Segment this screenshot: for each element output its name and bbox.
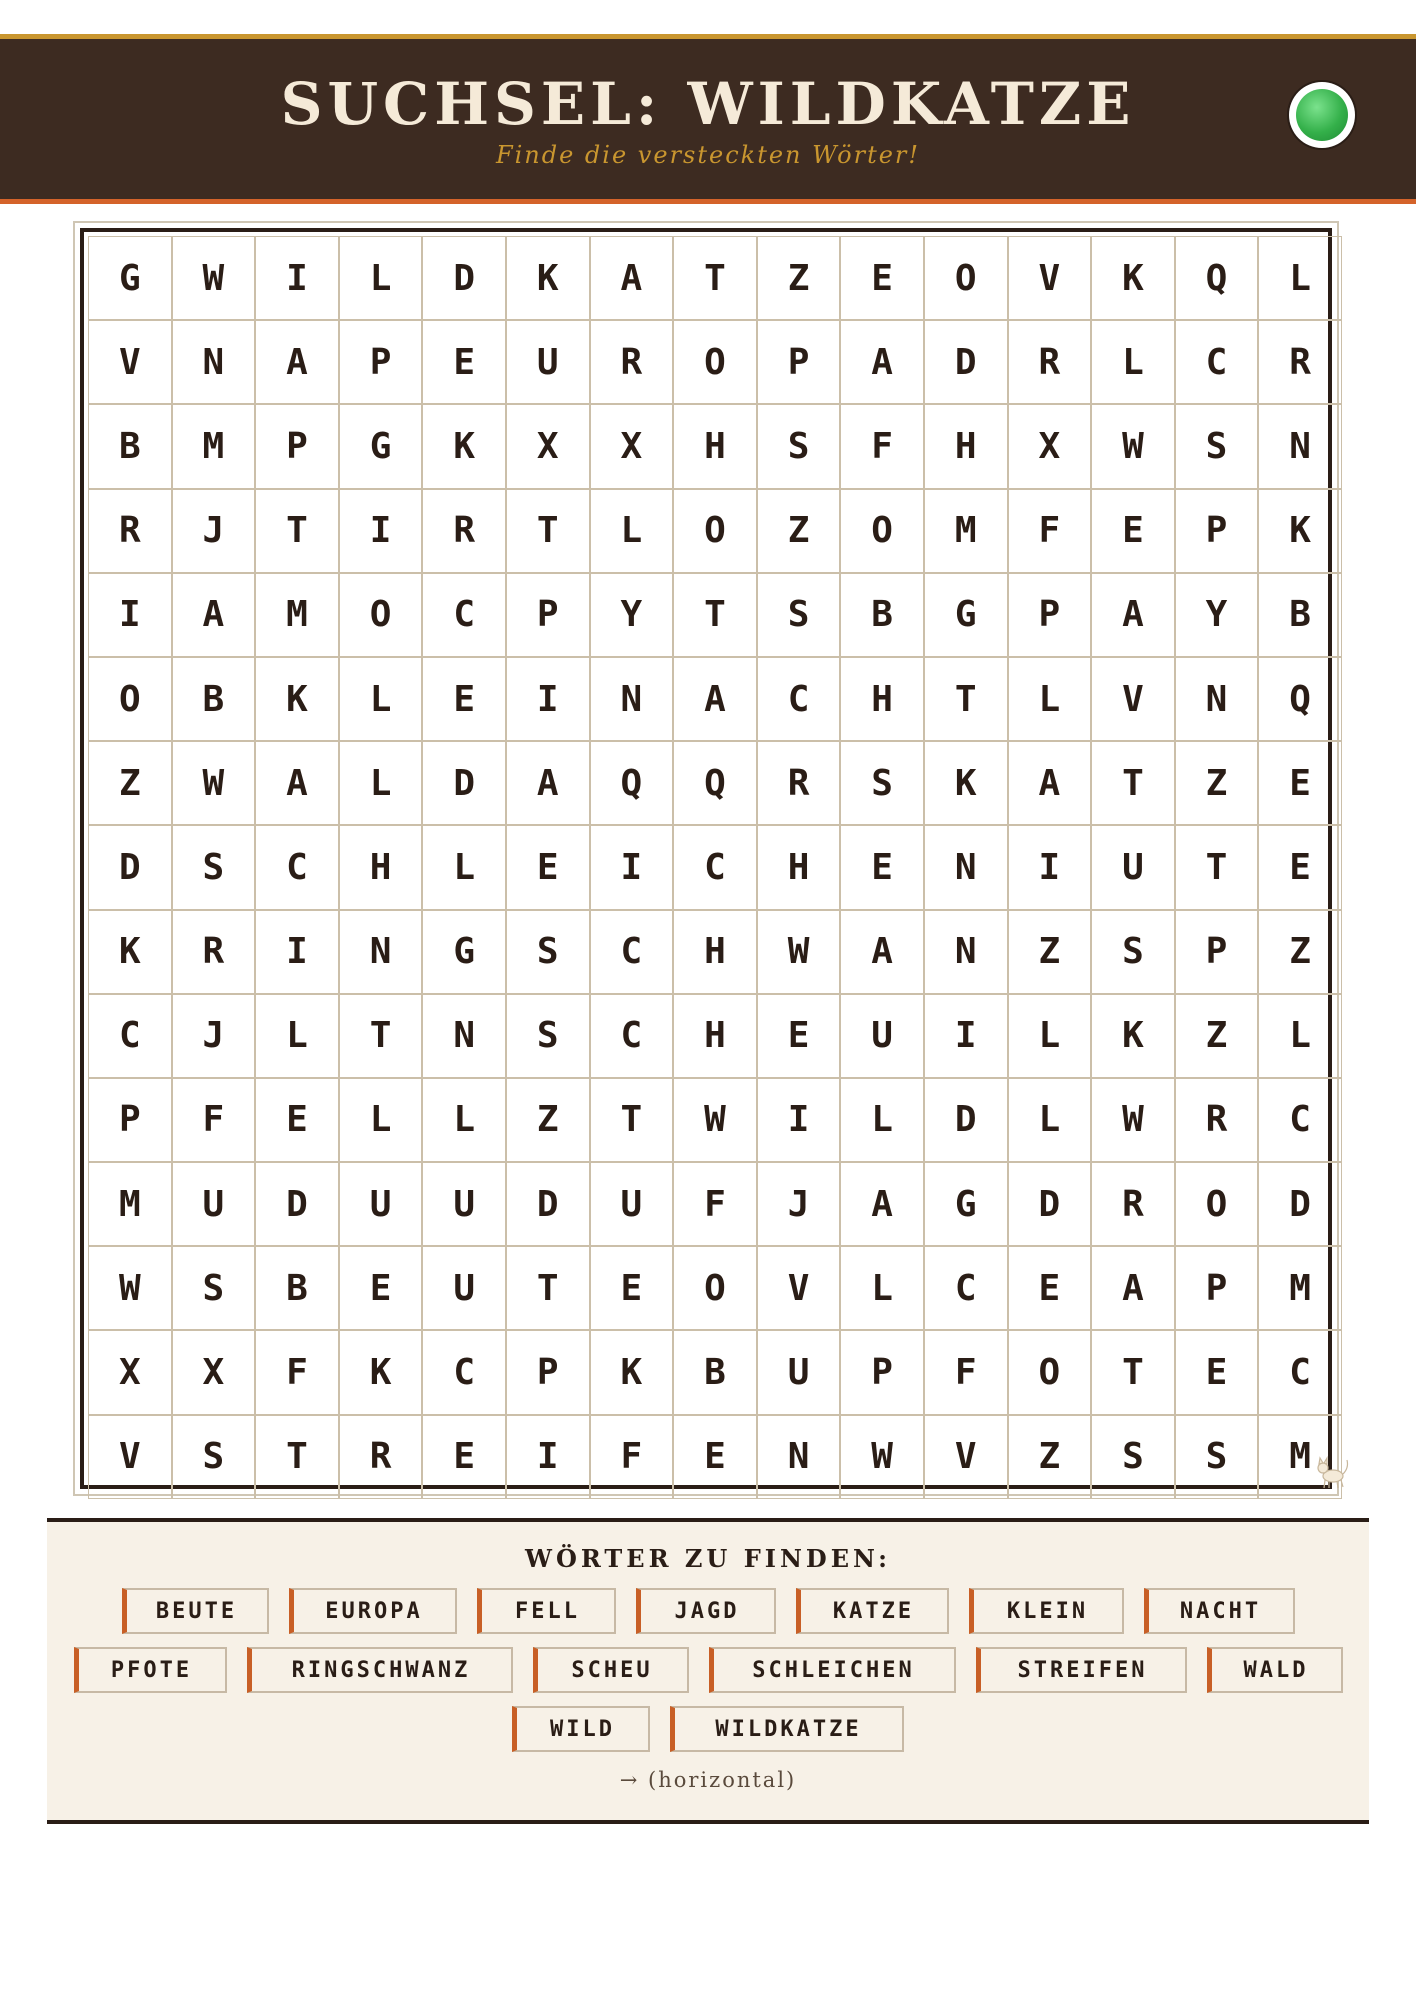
grid-cell[interactable]: Z xyxy=(88,741,172,825)
grid-cell[interactable]: S xyxy=(1091,910,1175,994)
grid-cell[interactable]: H xyxy=(840,657,924,741)
grid-cell[interactable]: P xyxy=(1175,1246,1259,1330)
grid-cell[interactable]: T xyxy=(339,994,423,1078)
grid-cell[interactable]: Z xyxy=(757,489,841,573)
grid-cell[interactable]: K xyxy=(422,404,506,488)
grid-cell[interactable]: A xyxy=(1008,741,1092,825)
grid-cell[interactable]: S xyxy=(172,825,256,909)
grid-cell[interactable]: C xyxy=(255,825,339,909)
word-chip: WALD xyxy=(1207,1647,1343,1693)
word-chip: NACHT xyxy=(1144,1588,1295,1634)
grid-cell[interactable]: L xyxy=(255,994,339,1078)
grid-cell[interactable]: Z xyxy=(1008,910,1092,994)
letter-grid xyxy=(88,236,1342,1499)
grid-cell[interactable]: B xyxy=(1258,573,1342,657)
grid-cell[interactable]: M xyxy=(1258,1246,1342,1330)
grid-cell[interactable]: K xyxy=(1258,489,1342,573)
grid-cell[interactable]: L xyxy=(1091,320,1175,404)
grid-cell[interactable]: Q xyxy=(1175,236,1259,320)
grid-cell[interactable]: O xyxy=(88,657,172,741)
grid-cell[interactable]: A xyxy=(172,573,256,657)
grid-cell[interactable]: L xyxy=(840,1078,924,1162)
grid-cell[interactable]: H xyxy=(673,994,757,1078)
grid-cell[interactable]: U xyxy=(590,1162,674,1246)
word-chip: SCHLEICHEN xyxy=(709,1647,956,1693)
grid-cell[interactable]: I xyxy=(506,657,590,741)
puzzle-frame xyxy=(80,228,1332,1489)
word-list-row xyxy=(47,1706,1369,1754)
grid-cell[interactable]: O xyxy=(673,1246,757,1330)
grid-cell[interactable]: T xyxy=(924,657,1008,741)
grid-cell[interactable]: O xyxy=(1008,1330,1092,1414)
grid-cell[interactable]: E xyxy=(673,1415,757,1499)
grid-cell[interactable]: L xyxy=(1008,1078,1092,1162)
grid-cell[interactable]: L xyxy=(1258,236,1342,320)
grid-cell[interactable]: L xyxy=(1258,994,1342,1078)
grid-cell[interactable]: W xyxy=(172,236,256,320)
grid-cell[interactable]: Q xyxy=(590,741,674,825)
word-list xyxy=(47,1588,1369,1765)
grid-cell[interactable]: Y xyxy=(590,573,674,657)
grid-cell[interactable]: D xyxy=(422,236,506,320)
grid-cell[interactable]: P xyxy=(88,1078,172,1162)
grid-cell[interactable]: L xyxy=(339,1078,423,1162)
grid-cell[interactable]: V xyxy=(88,320,172,404)
grid-cell[interactable]: A xyxy=(840,320,924,404)
grid-cell[interactable]: S xyxy=(1091,1415,1175,1499)
grid-cell[interactable]: E xyxy=(590,1246,674,1330)
grid-cell[interactable]: E xyxy=(422,657,506,741)
grid-cell[interactable]: J xyxy=(172,994,256,1078)
grid-cell[interactable]: K xyxy=(924,741,1008,825)
grid-cell[interactable]: D xyxy=(422,741,506,825)
grid-cell[interactable]: S xyxy=(172,1415,256,1499)
grid-cell[interactable]: E xyxy=(422,320,506,404)
grid-cell[interactable]: T xyxy=(673,236,757,320)
grid-cell[interactable]: D xyxy=(255,1162,339,1246)
grid-cell[interactable]: P xyxy=(255,404,339,488)
grid-cell[interactable]: U xyxy=(757,1330,841,1414)
grid-cell[interactable]: N xyxy=(172,320,256,404)
word-chip: EUROPA xyxy=(289,1588,457,1634)
word-chip: RINGSCHWANZ xyxy=(247,1647,513,1693)
grid-cell[interactable]: X xyxy=(590,404,674,488)
grid-cell[interactable]: D xyxy=(1258,1162,1342,1246)
grid-cell[interactable]: L xyxy=(422,825,506,909)
grid-cell[interactable]: M xyxy=(88,1162,172,1246)
grid-cell[interactable]: S xyxy=(1175,404,1259,488)
grid-cell[interactable]: P xyxy=(506,573,590,657)
grid-cell[interactable]: W xyxy=(172,741,256,825)
grid-cell[interactable]: A xyxy=(673,657,757,741)
grid-cell[interactable]: H xyxy=(339,825,423,909)
grid-cell[interactable]: F xyxy=(924,1330,1008,1414)
grid-cell[interactable]: C xyxy=(422,1330,506,1414)
grid-cell[interactable]: O xyxy=(673,489,757,573)
grid-cell[interactable]: O xyxy=(924,236,1008,320)
grid-cell[interactable]: S xyxy=(172,1246,256,1330)
grid-cell[interactable]: D xyxy=(924,1078,1008,1162)
grid-cell[interactable]: T xyxy=(506,1246,590,1330)
grid-cell[interactable]: S xyxy=(757,573,841,657)
grid-cell[interactable]: T xyxy=(1175,825,1259,909)
grid-cell[interactable]: F xyxy=(840,404,924,488)
grid-cell[interactable]: E xyxy=(1258,741,1342,825)
grid-cell[interactable]: U xyxy=(840,994,924,1078)
grid-cell[interactable]: G xyxy=(924,573,1008,657)
grid-cell[interactable]: S xyxy=(506,994,590,1078)
grid-cell[interactable]: C xyxy=(590,994,674,1078)
grid-cell[interactable]: I xyxy=(590,825,674,909)
grid-cell[interactable]: X xyxy=(1008,404,1092,488)
grid-cell[interactable]: I xyxy=(757,1078,841,1162)
grid-cell[interactable]: K xyxy=(506,236,590,320)
grid-cell[interactable]: Z xyxy=(506,1078,590,1162)
grid-cell[interactable]: A xyxy=(840,910,924,994)
grid-cell[interactable]: E xyxy=(255,1078,339,1162)
grid-cell[interactable]: A xyxy=(506,741,590,825)
grid-cell[interactable]: I xyxy=(339,489,423,573)
grid-cell[interactable]: N xyxy=(422,994,506,1078)
grid-cell[interactable]: B xyxy=(840,573,924,657)
grid-cell[interactable]: E xyxy=(506,825,590,909)
grid-cell[interactable]: P xyxy=(506,1330,590,1414)
grid-cell[interactable]: R xyxy=(757,741,841,825)
grid-cell[interactable]: U xyxy=(172,1162,256,1246)
grid-cell[interactable]: R xyxy=(172,910,256,994)
grid-cell[interactable]: U xyxy=(339,1162,423,1246)
word-chip: FELL xyxy=(477,1588,616,1634)
grid-cell[interactable]: K xyxy=(339,1330,423,1414)
grid-cell[interactable]: Y xyxy=(1175,573,1259,657)
grid-cell[interactable]: C xyxy=(1258,1078,1342,1162)
grid-cell[interactable]: C xyxy=(422,573,506,657)
grid-cell[interactable]: B xyxy=(172,657,256,741)
grid-cell[interactable]: H xyxy=(673,404,757,488)
grid-cell[interactable]: P xyxy=(1175,489,1259,573)
grid-cell[interactable]: U xyxy=(506,320,590,404)
grid-cell[interactable]: F xyxy=(172,1078,256,1162)
grid-cell[interactable]: Z xyxy=(1008,1415,1092,1499)
grid-cell[interactable]: B xyxy=(255,1246,339,1330)
grid-cell[interactable]: R xyxy=(590,320,674,404)
grid-cell[interactable]: K xyxy=(1091,236,1175,320)
grid-cell[interactable]: V xyxy=(924,1415,1008,1499)
grid-cell[interactable]: Q xyxy=(673,741,757,825)
grid-cell[interactable]: L xyxy=(840,1246,924,1330)
grid-cell[interactable]: R xyxy=(1175,1078,1259,1162)
grid-cell[interactable]: V xyxy=(1008,236,1092,320)
word-chip: KATZE xyxy=(796,1588,949,1634)
grid-cell[interactable]: I xyxy=(255,910,339,994)
grid-cell[interactable]: L xyxy=(1008,994,1092,1078)
grid-cell[interactable]: A xyxy=(840,1162,924,1246)
grid-cell[interactable]: I xyxy=(506,1415,590,1499)
grid-cell[interactable]: M xyxy=(924,489,1008,573)
grid-cell[interactable]: D xyxy=(506,1162,590,1246)
grid-cell[interactable]: C xyxy=(1175,320,1259,404)
grid-cell[interactable]: C xyxy=(924,1246,1008,1330)
grid-cell[interactable]: X xyxy=(88,1330,172,1414)
grid-cell[interactable]: D xyxy=(1008,1162,1092,1246)
grid-cell[interactable]: K xyxy=(255,657,339,741)
grid-cell[interactable]: D xyxy=(88,825,172,909)
grid-cell[interactable]: D xyxy=(924,320,1008,404)
grid-cell[interactable]: B xyxy=(673,1330,757,1414)
grid-cell[interactable]: R xyxy=(1091,1162,1175,1246)
grid-cell[interactable]: A xyxy=(255,741,339,825)
grid-cell[interactable]: U xyxy=(422,1162,506,1246)
grid-cell[interactable]: I xyxy=(255,236,339,320)
grid-cell[interactable]: R xyxy=(88,489,172,573)
grid-cell[interactable]: F xyxy=(255,1330,339,1414)
grid-cell[interactable]: J xyxy=(172,489,256,573)
grid-cell[interactable]: R xyxy=(422,489,506,573)
grid-cell[interactable]: T xyxy=(673,573,757,657)
grid-cell[interactable]: Z xyxy=(757,236,841,320)
grid-cell[interactable]: V xyxy=(88,1415,172,1499)
grid-cell[interactable]: G xyxy=(339,404,423,488)
grid-cell[interactable]: H xyxy=(673,910,757,994)
grid-cell[interactable]: W xyxy=(840,1415,924,1499)
grid-cell[interactable]: S xyxy=(1175,1415,1259,1499)
grid-cell[interactable]: W xyxy=(1091,404,1175,488)
word-list-panel xyxy=(47,1518,1369,1824)
grid-cell[interactable]: A xyxy=(590,236,674,320)
grid-cell[interactable]: E xyxy=(840,825,924,909)
grid-cell[interactable]: A xyxy=(255,320,339,404)
grid-cell[interactable]: F xyxy=(1008,489,1092,573)
grid-cell[interactable]: M xyxy=(1258,1415,1342,1499)
grid-cell[interactable]: O xyxy=(339,573,423,657)
grid-cell[interactable]: E xyxy=(339,1246,423,1330)
grid-cell[interactable]: E xyxy=(1008,1246,1092,1330)
grid-cell[interactable]: E xyxy=(1258,825,1342,909)
grid-cell[interactable]: T xyxy=(506,489,590,573)
grid-cell[interactable]: A xyxy=(1091,1246,1175,1330)
word-list-heading: WÖRTER ZU FINDEN: xyxy=(525,1544,891,1573)
grid-cell[interactable]: H xyxy=(924,404,1008,488)
grid-cell[interactable]: L xyxy=(590,489,674,573)
grid-cell[interactable]: K xyxy=(1091,994,1175,1078)
grid-cell[interactable]: N xyxy=(924,910,1008,994)
grid-cell[interactable]: R xyxy=(1008,320,1092,404)
grid-cell[interactable]: U xyxy=(1091,825,1175,909)
word-list-row xyxy=(47,1588,1369,1636)
grid-cell[interactable]: P xyxy=(1008,573,1092,657)
word-chip: PFOTE xyxy=(74,1647,227,1693)
grid-cell[interactable]: K xyxy=(590,1330,674,1414)
grid-cell[interactable]: E xyxy=(1175,1330,1259,1414)
grid-cell[interactable]: C xyxy=(590,910,674,994)
grid-cell[interactable]: A xyxy=(1091,573,1175,657)
grid-cell[interactable]: J xyxy=(757,1162,841,1246)
header-banner xyxy=(0,34,1416,204)
grid-cell[interactable]: U xyxy=(422,1246,506,1330)
grid-cell[interactable]: N xyxy=(757,1415,841,1499)
page-title: SUCHSEL: WILDKATZE xyxy=(280,70,1136,138)
grid-cell[interactable]: R xyxy=(339,1415,423,1499)
grid-cell[interactable]: Z xyxy=(1175,994,1259,1078)
word-chip: BEUTE xyxy=(122,1588,269,1634)
grid-cell[interactable]: K xyxy=(88,910,172,994)
grid-cell[interactable]: X xyxy=(172,1330,256,1414)
word-chip: SCHEU xyxy=(533,1647,689,1693)
word-list-row xyxy=(47,1647,1369,1695)
grid-cell[interactable]: F xyxy=(673,1162,757,1246)
grid-cell[interactable]: T xyxy=(1091,741,1175,825)
grid-cell[interactable]: O xyxy=(673,320,757,404)
word-chip: STREIFEN xyxy=(976,1647,1187,1693)
grid-cell[interactable]: I xyxy=(1008,825,1092,909)
grid-cell[interactable]: E xyxy=(840,236,924,320)
grid-cell[interactable]: S xyxy=(840,741,924,825)
grid-cell[interactable]: C xyxy=(88,994,172,1078)
grid-cell[interactable]: N xyxy=(590,657,674,741)
grid-cell[interactable]: F xyxy=(590,1415,674,1499)
grid-cell[interactable]: R xyxy=(1258,320,1342,404)
grid-cell[interactable]: W xyxy=(757,910,841,994)
grid-cell[interactable]: W xyxy=(88,1246,172,1330)
grid-cell[interactable]: N xyxy=(1175,657,1259,741)
grid-cell[interactable]: G xyxy=(422,910,506,994)
grid-cell[interactable]: P xyxy=(1175,910,1259,994)
grid-cell[interactable]: S xyxy=(757,404,841,488)
status-indicator-icon xyxy=(1289,82,1355,148)
grid-cell[interactable]: Z xyxy=(1175,741,1259,825)
grid-cell[interactable]: Q xyxy=(1258,657,1342,741)
puzzle-board xyxy=(73,221,1339,1496)
grid-cell[interactable]: T xyxy=(255,489,339,573)
grid-cell[interactable]: L xyxy=(1008,657,1092,741)
grid-cell[interactable]: W xyxy=(1091,1078,1175,1162)
grid-cell[interactable]: V xyxy=(1091,657,1175,741)
grid-cell[interactable]: X xyxy=(506,404,590,488)
grid-cell[interactable]: O xyxy=(1175,1162,1259,1246)
grid-cell[interactable]: G xyxy=(924,1162,1008,1246)
word-chip: WILD xyxy=(512,1706,650,1752)
grid-cell[interactable]: V xyxy=(757,1246,841,1330)
grid-cell[interactable]: N xyxy=(1258,404,1342,488)
grid-cell[interactable]: S xyxy=(506,910,590,994)
word-chip: WILDKATZE xyxy=(670,1706,904,1752)
grid-cell[interactable]: Z xyxy=(1258,910,1342,994)
grid-cell[interactable]: E xyxy=(757,994,841,1078)
grid-cell[interactable]: L xyxy=(339,236,423,320)
grid-cell[interactable]: C xyxy=(673,825,757,909)
grid-cell[interactable]: P xyxy=(339,320,423,404)
grid-cell[interactable]: E xyxy=(422,1415,506,1499)
grid-cell[interactable]: C xyxy=(757,657,841,741)
grid-cell[interactable]: H xyxy=(757,825,841,909)
grid-cell[interactable]: L xyxy=(339,657,423,741)
grid-cell[interactable]: O xyxy=(840,489,924,573)
grid-cell[interactable]: M xyxy=(172,404,256,488)
grid-cell[interactable]: G xyxy=(88,236,172,320)
grid-cell[interactable]: T xyxy=(590,1078,674,1162)
grid-cell[interactable]: W xyxy=(673,1078,757,1162)
grid-cell[interactable]: L xyxy=(339,741,423,825)
grid-cell[interactable]: C xyxy=(1258,1330,1342,1414)
word-chip: KLEIN xyxy=(969,1588,1124,1634)
grid-cell[interactable]: B xyxy=(88,404,172,488)
grid-cell[interactable]: T xyxy=(1091,1330,1175,1414)
grid-cell[interactable]: T xyxy=(255,1415,339,1499)
word-chip: JAGD xyxy=(636,1588,776,1634)
grid-cell[interactable]: N xyxy=(924,825,1008,909)
direction-note: → (horizontal) xyxy=(619,1768,797,1792)
grid-cell[interactable]: P xyxy=(757,320,841,404)
grid-cell[interactable]: L xyxy=(422,1078,506,1162)
grid-cell[interactable]: P xyxy=(840,1330,924,1414)
grid-cell[interactable]: I xyxy=(88,573,172,657)
grid-cell[interactable]: M xyxy=(255,573,339,657)
page-subtitle: Finde die versteckten Wörter! xyxy=(495,141,921,169)
grid-cell[interactable]: I xyxy=(924,994,1008,1078)
grid-cell[interactable]: E xyxy=(1091,489,1175,573)
cat-icon xyxy=(1312,1452,1352,1492)
grid-cell[interactable]: N xyxy=(339,910,423,994)
